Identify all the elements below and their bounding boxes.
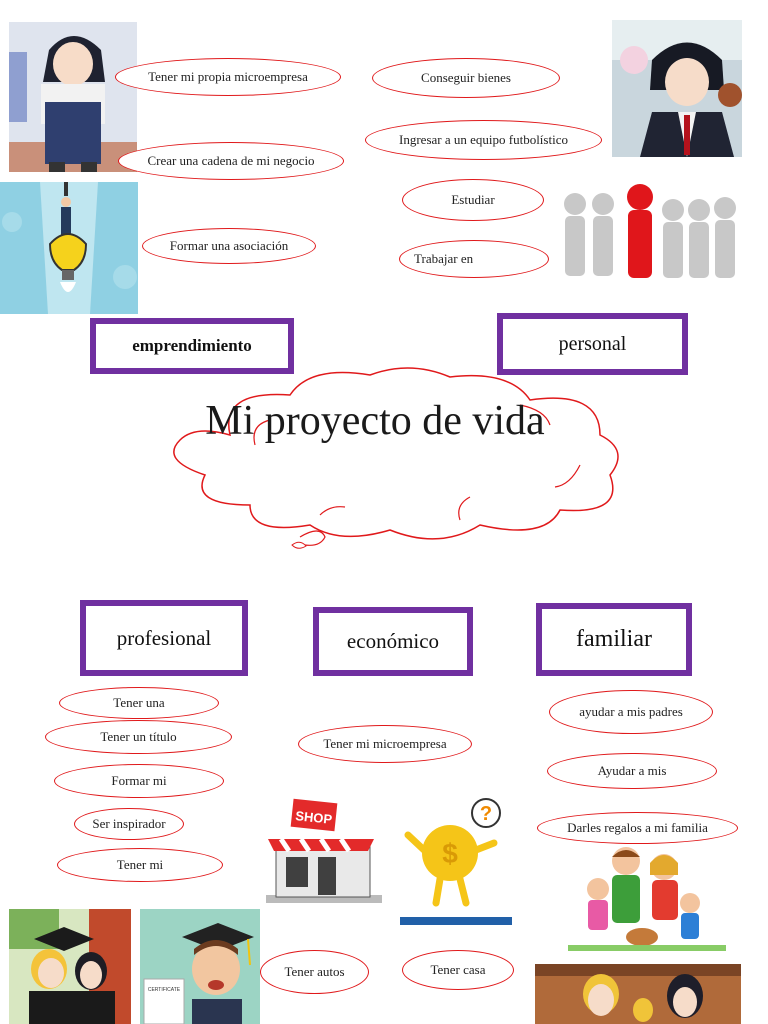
- category-emprendimiento: [90, 318, 294, 374]
- goal-oval: Formar una asociación: [142, 228, 316, 264]
- goal-oval: Tener mi microempresa: [298, 725, 472, 763]
- money-question-image: [400, 795, 512, 925]
- category-personal: [497, 313, 688, 375]
- goal-oval: Tener casa: [402, 950, 514, 990]
- goal-oval: Conseguir bienes: [372, 58, 560, 98]
- category-profesional-label: profesional: [116, 625, 212, 650]
- goal-oval: Tener una: [59, 687, 219, 719]
- goal-oval: Crear una cadena de mi negocio: [118, 142, 344, 180]
- category-familiar-label: familiar: [576, 626, 652, 652]
- goal-oval: Tener un título: [45, 720, 232, 754]
- central-title: Mi proyecto de vida: [205, 398, 545, 444]
- category-familiar: [536, 603, 692, 676]
- anime-family-image: [535, 964, 741, 1024]
- chef-character-image: [9, 22, 137, 172]
- category-economico: [313, 607, 473, 676]
- goal-oval: Tener mi: [57, 848, 223, 882]
- goal-oval: ayudar a mis padres: [549, 690, 713, 734]
- goal-oval: Estudiar: [402, 179, 544, 221]
- shop-sign-text: SHOP: [294, 808, 333, 827]
- graduate-certificate-image: [140, 909, 260, 1024]
- svg-text:$: $: [442, 838, 458, 869]
- goal-oval: Ingresar a un equipo futbolístico: [365, 120, 602, 160]
- goal-oval: Darles regalos a mi familia: [537, 812, 738, 844]
- category-emprendimiento-label: emprendimiento: [132, 336, 252, 355]
- thought-cloud: [160, 365, 630, 555]
- team-figures-image: [555, 182, 753, 285]
- lightbulb-idea-image: [0, 182, 138, 314]
- goal-oval: Ayudar a mis: [547, 753, 717, 789]
- shop-image: [256, 795, 386, 907]
- goal-oval: Ser inspirador: [74, 808, 184, 840]
- category-economico-label: económico: [346, 629, 440, 653]
- student-character-image: [612, 20, 742, 157]
- goal-oval: Trabajar en: [399, 240, 549, 278]
- family-image: [568, 845, 726, 951]
- category-profesional: [80, 600, 248, 676]
- graduation-anime-image: [9, 909, 131, 1024]
- certificate-label: CERTIFICATE: [147, 987, 181, 993]
- goal-oval: Formar mi: [54, 764, 224, 798]
- goal-oval: Tener autos: [260, 950, 369, 994]
- goal-oval: Tener mi propia microempresa: [115, 58, 341, 96]
- category-personal-label: personal: [558, 332, 627, 355]
- svg-text:?: ?: [479, 803, 493, 825]
